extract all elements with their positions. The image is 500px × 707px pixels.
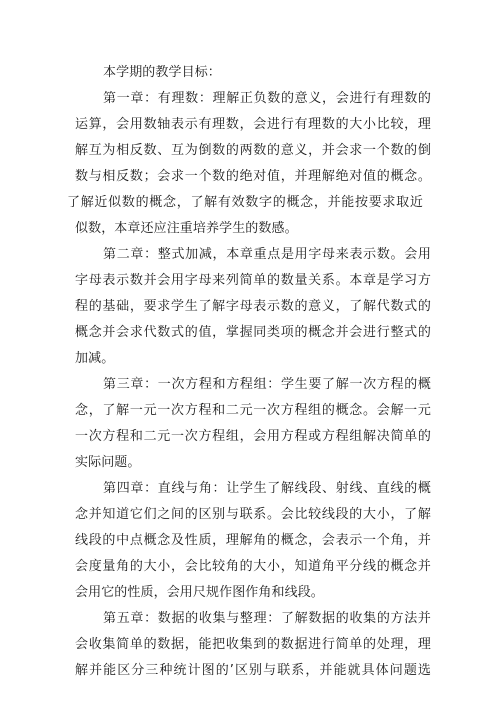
chapter-1-line-2: 运算，会用数轴表示有理数，会进行有理数的大小比较，理 bbox=[75, 117, 431, 132]
chapter-4-line-4: 会度量角的大小，会比较角的大小，知道角平分线的概念并 bbox=[75, 559, 431, 574]
chapter-3-line-4: 实际问题。 bbox=[75, 455, 141, 470]
chapter-4-line-3: 线段的中点概念及性质，理解角的概念，会表示一个角，并 bbox=[75, 533, 431, 548]
chapter-5-line-2: 会收集简单的数据，能把收集到的数据进行简单的处理，理 bbox=[75, 637, 431, 652]
chapter-5-line-1: 第五章：数据的收集与整理：了解数据的收集的方法并 bbox=[103, 611, 431, 626]
chapter-3-line-2: 念，了解一元一次方程和二元一次方程组的概念。会解一元 bbox=[75, 403, 431, 418]
chapter-2-line-3: 程的基础，要求学生了解字母表示数的意义，了解代数式的 bbox=[75, 299, 431, 314]
chapter-1-line-6: 似数，本章还应注重培养学生的数感。 bbox=[75, 221, 298, 236]
chapter-1-line-5: 了解近似数的概念，了解有效数字的概念，并能按要求取近 bbox=[67, 195, 423, 210]
chapter-5-line-3: 解并能区分三种统计图的’区别与联系，并能就具体问题选 bbox=[75, 663, 431, 678]
chapter-1-line-3: 解互为相反数、互为倒数的两数的意义，并会求一个数的倒 bbox=[75, 143, 431, 158]
chapter-4-line-2: 念并知道它们之间的区别与联系。会比较线段的大小，了解 bbox=[75, 507, 431, 522]
chapter-2-line-4: 概念并会求代数式的值，掌握同类项的概念并会进行整式的 bbox=[75, 325, 431, 340]
chapter-4-line-5: 会用它的性质，会用尺规作图作角和线段。 bbox=[75, 585, 324, 600]
intro-line: 本学期的教学目标： bbox=[103, 65, 221, 80]
chapter-3-line-3: 一次方程和二元一次方程组，会用方程或方程组解决简单的 bbox=[75, 429, 431, 444]
chapter-2-line-1: 第二章：整式加减，本章重点是用字母来表示数。会用 bbox=[103, 247, 431, 262]
chapter-2-line-5: 加减。 bbox=[75, 351, 115, 366]
chapter-3-line-1: 第三章：一次方程和方程组：学生要了解一次方程的概 bbox=[103, 377, 431, 392]
chapter-4-line-1: 第四章：直线与角：让学生了解线段、射线、直线的概 bbox=[103, 481, 431, 496]
chapter-2-line-2: 字母表示数并会用字母来列简单的数量关系。本章是学习方 bbox=[75, 273, 431, 288]
chapter-1-line-4: 数与相反数；会求一个数的绝对值，并理解绝对值的概念。 bbox=[75, 169, 431, 184]
chapter-1-line-1: 第一章：有理数：理解正负数的意义，会进行有理数的 bbox=[103, 91, 431, 106]
